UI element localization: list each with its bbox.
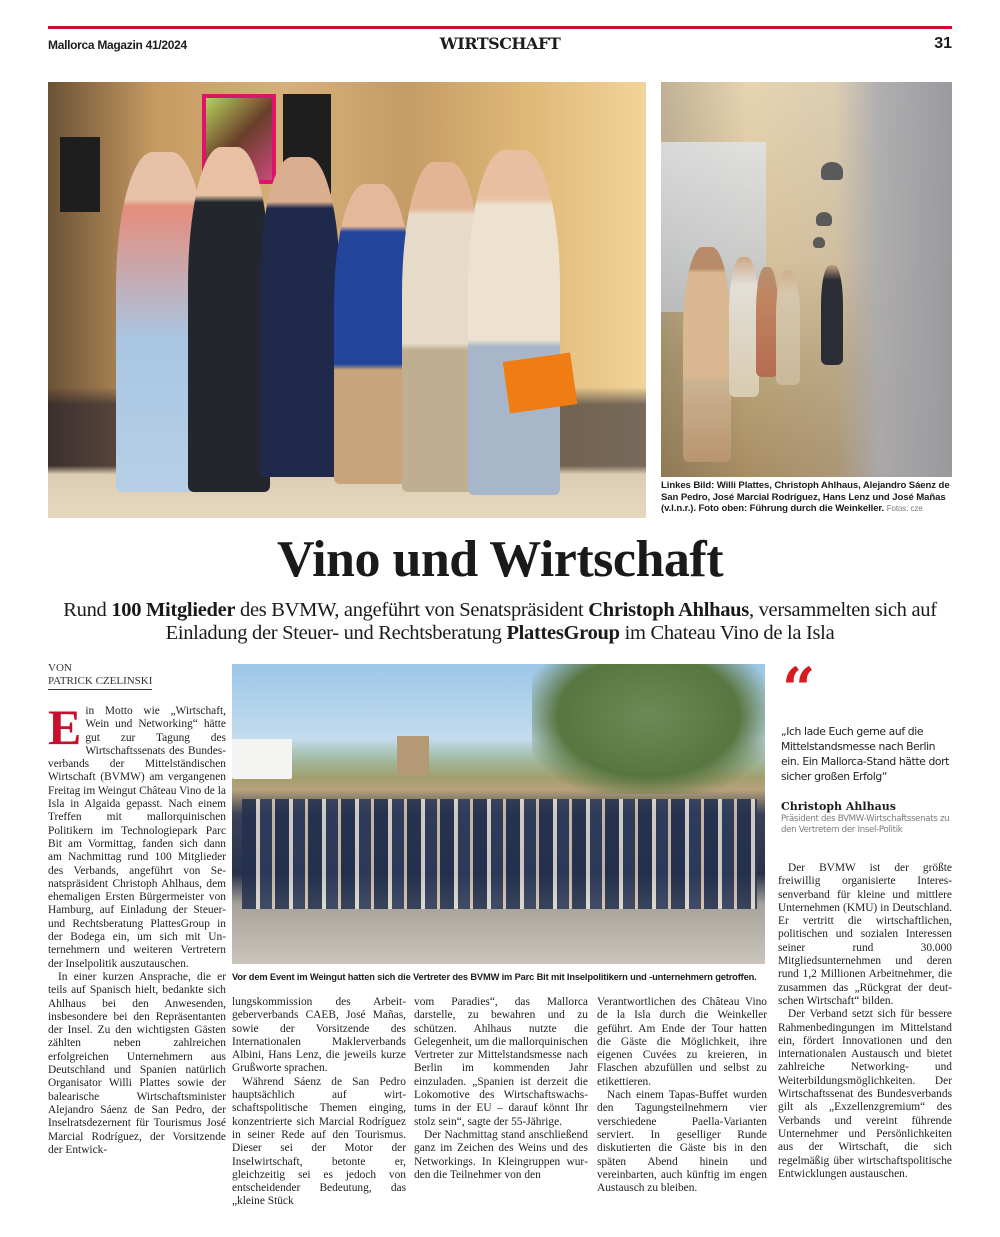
subheadline-emphasis: 100 Mitglieder [111,599,236,621]
publication-issue: Mallorca Magazin 41/2024 [48,38,187,52]
article-paragraph: Der Verband setzt sich für bessere Rahmenbedingungen im Mittelstand ein, fördert Innovationen und den internationalen Austausch und bietet zahlreiche Networking- und Weiterbildungsmöglichkeiten. Der Wirtschaftssenat des Bundesverbands gilt als „Exzellenzgremium“ des Verbands und vereint führende Unternehmer und Persönlichkeiten aus der Wirtschaft, die sich regelmäßig über wirtschaftspolitische Entwicklungen austauschen. [778,1008,952,1180]
orange-folder [503,353,578,414]
section-title: WIRTSCHAFT [439,34,561,53]
ceiling-lamp [813,237,825,248]
page-header [48,36,952,56]
subheadline-text: im Chateau Vino de la Isla [619,622,835,644]
pull-quote-role: Präsident des BVMW-Wirtschaftssenats zu den Vertretern der Insel-Politik [781,814,950,835]
header-rule [48,26,952,29]
photo-caption-group: Vor dem Event im Weingut hatten sich die Vertreter des BVMW im Parc Bit mit Inselpolitikern und -unternehmern getroffen. [232,972,757,982]
tree-canopy [532,664,765,794]
photo-thumbs-up-group [48,82,646,518]
tour-guest [776,270,800,385]
subheadline-text: des BVMW, angeführt von Senatspräsident [235,599,589,621]
speaker-left [60,137,100,212]
article-column-2 [232,996,406,1209]
article-column-4 [597,996,767,1195]
article-subheadline [40,599,960,645]
person-alejandro-saenz [260,157,340,477]
article-paragraph: Verantwortlichen des Château Vino de la Isla durch die Weinkeller geführt. Am Ende der Tour hatten die Gäste die Möglichkeit, ihre eigenen Cuvées zu kreieren, in Flaschen abzufüllen und selbst zu etikettieren. [597,996,767,1088]
article-paragraph: lungskommission des Arbeitgeberverbands CAEB, José Mañas, sowie der Vorsitzende des Internationalen Maklerverbands Albini, Hans Lenz, die jeweils kurze Grußworte sprachen. [232,996,406,1075]
caption-text: Linkes Bild: Willi Plattes, Christoph Ahlhaus, Alejandro Sáenz de San Pedro, José Marcial Rodríguez, Hans Lenz und José Mañas (v.l.n.r.). Foto oben: Führung durch die Weinkeller. [661,480,950,514]
subheadline-emphasis: Christoph Ahlhaus [588,599,749,621]
photo-parc-bit-group [232,664,765,964]
person-christoph-ahlhaus [188,147,270,492]
crowd-of-attendees [242,799,757,909]
article-column-5 [778,862,952,1181]
article-paragraph: Der BVMW ist der größte freiwillig organisierte Interessenverband für kleine und mittlere Unternehmen (KMU) in Deutschland. Er vertritt die wirtschaftlichen, politischen und sozialen Interessen seiner rund 30.000 Mitgliedsunternehmen und deren rund 1,2 Millionen Arbeitnehmer, die zusammen das „Rückgrat der deutschen Wirtschaft“ bilden. [778,862,952,1007]
article-column-3 [414,996,588,1182]
subheadline-emphasis: PlattesGroup [506,622,620,644]
ceiling-lamp [821,162,843,180]
photo-caption-top [661,480,954,515]
ceiling-lamp [816,212,832,226]
page-number: 31 [934,35,952,52]
drop-cap: E [48,699,82,755]
article-paragraph: In einer kurzen Ansprache, die er teils auf Spanisch hielt, bedankte sich Ahlhaus bei den Anwesenden, insbesondere bei den Repräsentanten der Insel. Zu den wichtigsten Gästen zählten neben zahlreichen erfolgreichen Unternehmern aus Deutschland und Spanien natürlich Organisator Willi Plattes sowie der balearische Wirtschaftsminister Alejandro Sáenz de San Pedro, der Inselratsdezernent für Tourismus José Marcial Rodríguez, der Vorsitzende der Entwick- [48,970,226,1156]
article-headline: Vino und Wirtschaft [276,531,724,588]
author-name: PATRICK CZELINSKI [48,675,152,690]
tour-guest [729,257,759,397]
tour-guide [821,265,843,365]
pull-quote-author: Christoph Ahlhaus [781,800,896,813]
quotation-mark-icon: “ [782,655,816,723]
white-tent [232,739,292,779]
photo-credit: Fotos: cze [886,504,923,513]
article-paragraph: Während Sáenz de San Pedro hauptsächlich auf wirtschaftspolitische Themen einging, konzentrierte sich Marcial Rodríguez in seiner Rede auf den Tourismus. Dieser sei der Motor der Inselwirtschaft, betonte er, gleichzeitig sei es jedoch von entscheidender Bedeutung, das „kleine Stück [232,1075,406,1208]
photo-wine-cellar-tour [661,82,952,477]
paragraph-text: in Motto wie „Wirtschaft, Wein und Networking“ hätte gut zur Tagung des Wirtschaftssenats des Bundesverbands der Mittelständischen Wirtschaft (BVMW) am vergangenen Freitag im Weingut Château Vino de la Isla in Algaida gepasst. Nach einem Treffen mit mallorquinischen Politikern im Technologiepark Parc Bit am Vormittag, fanden sich dann am Nachmittag rund 100 Mitglieder des Verbands, angeführt von Senatspräsident Christoph Ahlhaus, dem ehemaligen Ersten Bürgermeister von Hamburg, auf Einladung der Steuer- und Rechtsberatung PlattesGroup in der Bodega ein, um sich mit Unternehmern und weiteren Vertretern der Inselpolitik auszutauschen. [48,705,226,970]
subheadline-text: Rund [63,599,112,621]
article-column-1 [48,699,226,1157]
tour-guest [683,247,731,462]
subheadline-text: , versammelten sich auf Einladung der Steuer- und Rechtsberatung [165,599,937,644]
article-paragraph: vom Paradies“, das Mallorca darstelle, zu bewahren und zu schützen. Ahlhaus nutzte die Gelegenheit, um die mallorquinischen Vertreter zur Mittelstandsmesse nach Berlin im kommenden Jahr einzuladen. „Spanien ist derzeit die Lokomotive des Wirtschaftswachstums in der EU – darauf könnt Ihr stolz sein“, sagte der 55-Jährige. [414,996,588,1128]
article-paragraph: Nach einem Tapas-Buffet wurden den Tagungsteilnehmern vier verschiedene Paella-Varianten serviert. In geselliger Runde diskutierten die Gäste bis in den späten Abend hinein und vereinbarten, auch künftig im engen Austausch zu bleiben. [597,1089,767,1195]
person-jose-marcial-rodriguez [334,184,412,484]
article-paragraph: Der Nachmittag stand anschließend ganz im Zeichen des Weins und des Networkings. In Kleingruppen wurden die Teilnehmer von den [414,1128,588,1181]
article-paragraph [48,699,226,971]
byline [48,662,162,690]
tour-guest [756,267,778,377]
stone-tower [397,736,429,776]
person-jose-manas [468,150,560,495]
byline-prefix: VON [48,662,72,674]
pull-quote-text: „Ich lade Euch gerne auf die Mittelstandsmesse nach Berlin ein. Ein Mallorca-Stand hätte dort sicher großen Erfolg“ [781,725,949,783]
